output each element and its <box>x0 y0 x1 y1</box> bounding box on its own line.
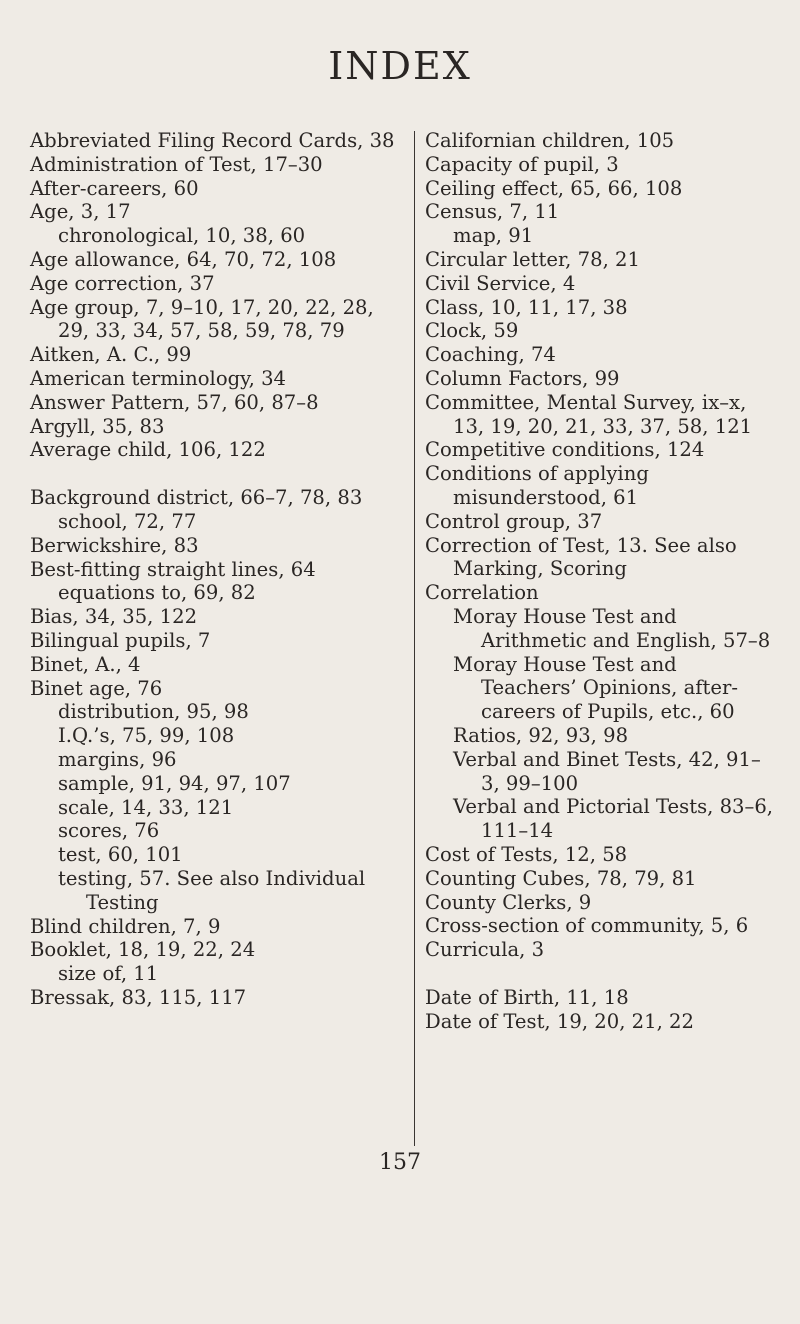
index-entry: Booklet, 18, 19, 22, 24 <box>30 938 256 962</box>
index-entry: Correlation <box>425 581 539 605</box>
index-subentry: chronological, 10, 38, 60 <box>58 224 306 248</box>
index-subentry: distribution, 95, 98 <box>58 700 249 724</box>
index-subentry: Ratios, 92, 93, 98 <box>453 723 629 747</box>
index-entry: Cross-section of community, 5, 6 <box>425 914 749 938</box>
index-subentry: testing, 57. See also Individual Testing <box>58 866 366 914</box>
index-entry: Curricula, 3 <box>425 938 545 962</box>
index-entry: Date of Test, 19, 20, 21, 22 <box>425 1009 694 1033</box>
index-entry: Column Factors, 99 <box>425 366 620 390</box>
index-entry: Control group, 37 <box>425 509 603 533</box>
index-entry: Background district, 66–7, 78, 83 <box>30 486 363 510</box>
index-entry: Coaching, 74 <box>425 343 556 367</box>
index-column-left <box>30 129 396 1010</box>
index-entry: Committee, Mental Survey, ix–x, 13, 19, 20, 21, 33, 37, 58, 121 <box>425 390 753 438</box>
index-entry: Civil Service, 4 <box>425 271 576 295</box>
index-entry: Aitken, A. C., 99 <box>30 343 192 367</box>
index-subentry: I.Q.’s, 75, 99, 108 <box>58 724 235 748</box>
index-subentry: margins, 96 <box>58 747 177 771</box>
index-entry: County Clerks, 9 <box>425 890 592 914</box>
index-subentry: Verbal and Pictorial Tests, 83–6, 111–14 <box>453 795 774 843</box>
index-subentry: scale, 14, 33, 121 <box>58 795 234 819</box>
index-entry: Correction of Test, 13. See also Marking, Scoring <box>425 533 737 581</box>
index-entry: Age group, 7, 9–10, 17, 20, 22, 28, 29, 33, 34, 57, 58, 59, 78, 79 <box>30 295 374 343</box>
index-subentry: size of, 11 <box>58 962 159 986</box>
index-entry: Cost of Tests, 12, 58 <box>425 842 628 866</box>
index-entry: Blind children, 7, 9 <box>30 914 221 938</box>
index-entry: Best-fitting straight lines, 64 <box>30 557 316 581</box>
index-entry: After-careers, 60 <box>30 176 199 200</box>
index-subentry: test, 60, 101 <box>58 843 183 867</box>
index-entry: Age allowance, 64, 70, 72, 108 <box>30 247 337 271</box>
page-title: INDEX <box>328 44 472 88</box>
index-entry: Ceiling effect, 65, 66, 108 <box>425 176 683 200</box>
index-entry: Census, 7, 11 <box>425 200 560 224</box>
index-subentry: sample, 91, 94, 97, 107 <box>58 771 291 795</box>
index-subentry: map, 91 <box>453 224 534 248</box>
index-entry: Age correction, 37 <box>30 271 215 295</box>
index-entry: Competitive conditions, 124 <box>425 438 705 462</box>
index-subentry: equations to, 69, 82 <box>58 581 256 605</box>
index-entry: Bressak, 83, 115, 117 <box>30 985 247 1009</box>
index-entry: Binet age, 76 <box>30 676 163 700</box>
index-entry: Counting Cubes, 78, 79, 81 <box>425 866 697 890</box>
index-entry: Argyll, 35, 83 <box>30 414 165 438</box>
index-entry: Clock, 59 <box>425 319 519 343</box>
index-subentry: scores, 76 <box>58 819 160 843</box>
index-entry: Capacity of pupil, 3 <box>425 152 619 176</box>
index-subentry: Verbal and Binet Tests, 42, 91–3, 99–100 <box>453 747 761 795</box>
index-entry: Age, 3, 17 <box>30 200 131 224</box>
index-entry: Binet, A., 4 <box>30 652 141 676</box>
index-entry: Answer Pattern, 57, 60, 87–8 <box>30 390 319 414</box>
index-entry: Date of Birth, 11, 18 <box>425 985 629 1009</box>
index-entry: Abbreviated Filing Record Cards, 38 <box>30 129 395 152</box>
index-entry: Circular letter, 78, 21 <box>425 247 640 271</box>
index-entry: Administration of Test, 17–30 <box>30 152 323 176</box>
index-entry: Bias, 34, 35, 122 <box>30 605 198 629</box>
index-entry: Bilingual pupils, 7 <box>30 628 211 652</box>
index-entry: Conditions of applying misunderstood, 61 <box>425 462 649 509</box>
index-entry: Berwickshire, 83 <box>30 533 199 557</box>
index-subentry: Moray House Test and Teachers’ Opinions, after-careers of Pupils, etc., 60 <box>453 652 738 724</box>
index-column-right <box>425 129 775 1033</box>
section-gap <box>30 462 396 486</box>
index-subentry: school, 72, 77 <box>58 509 197 533</box>
index-entry: Class, 10, 11, 17, 38 <box>425 295 628 319</box>
page-number: 157 <box>379 1150 421 1175</box>
index-entry: American terminology, 34 <box>30 366 287 390</box>
index-entry: Average child, 106, 122 <box>30 438 266 462</box>
index-subentry: Moray House Test and Arithmetic and English, 57–8 <box>453 604 771 652</box>
section-gap <box>425 962 775 986</box>
column-divider <box>414 131 415 1146</box>
index-entry: Californian children, 105 <box>425 129 675 152</box>
